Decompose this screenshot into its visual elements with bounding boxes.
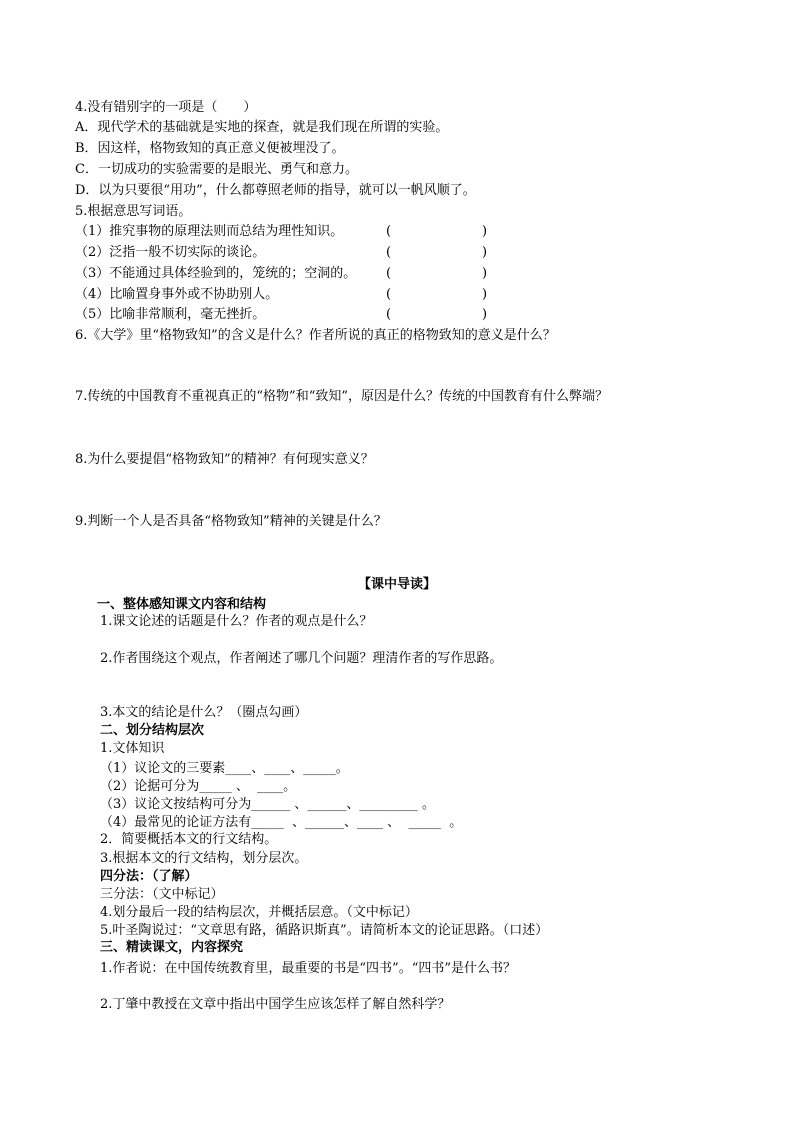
q8: 8.为什么要提倡“格物致知”的精神？有何现实意义？ — [75, 452, 374, 467]
answer-paren: ( ) — [386, 224, 488, 239]
answer-paren: ( ) — [386, 245, 488, 260]
knowledge-item: （3）议论文按结构可分为______ 、______、_________ 。 — [100, 797, 436, 812]
answer-paren: ( ) — [386, 266, 488, 281]
answer-paren: ( ) — [386, 307, 488, 322]
part3-heading: 三、精读课文，内容探究 — [100, 940, 244, 955]
part2-s2: 2．简要概括本文的行文结构。 — [100, 832, 278, 847]
part3-q1: 1.作者说：在中国传统教育里，最重要的书是“四书”。“四书”是什么书？ — [100, 961, 516, 976]
knowledge-title: 1.文体知识 — [100, 741, 165, 756]
q4-option-a: A．现代学术的基础就是实地的探查，就是我们现在所谓的实验。 — [75, 120, 449, 135]
q4-option-d: D．以为只要很“用功”，什么都尊照老师的指导，就可以一帆风顺了。 — [75, 183, 476, 198]
part2-s3: 3.根据本文的行文结构，划分层次。 — [100, 851, 308, 866]
part1-q3: 3.本文的结论是什么？（圈点勾画） — [100, 705, 308, 720]
section-title: 【课中导读】 — [357, 577, 436, 592]
q4-option-c: C．一切成功的实验需要的是眼光、勇气和意力。 — [75, 162, 358, 177]
knowledge-item: （4）最常见的论证方法有_____ 、______、____ 、 _____ 。 — [100, 815, 463, 830]
part3-q2: 2.丁肇中教授在文章中指出中国学生应该怎样了解自然科学？ — [100, 997, 451, 1012]
knowledge-item: （2）论据可分为_____ 、 ____。 — [100, 779, 297, 794]
q4-title: 4.没有错别字的一项是（ ） — [75, 100, 257, 115]
q5-title: 5.根据意思写词语。 — [75, 204, 192, 219]
q5-item: （5）比喻非常顺利，毫无挫折。 — [75, 307, 266, 322]
part1-q2: 2.作者围绕这个观点，作者阐述了哪几个问题？理清作者的写作思路。 — [100, 651, 503, 666]
part2-s5: 5.叶圣陶说过：“文章思有路，循路识斯真”。请简析本文的论证思路。（口述） — [100, 923, 549, 938]
q7: 7.传统的中国教育不重视真正的“格物”和“致知”，原因是什么？传统的中国教育有什么弊端？ — [75, 389, 608, 404]
part2-s4: 4.划分最后一段的结构层次，并概括层意。（文中标记） — [100, 905, 418, 920]
q5-item: （1）推究事物的原理法则而总结为理性知识。 — [75, 224, 344, 239]
part2-heading: 二、划分结构层次 — [100, 723, 205, 738]
q9: 9.判断一个人是否具备“格物致知”精神的关键是什么？ — [75, 514, 387, 529]
part1-heading: 一、整体感知课文内容和结构 — [97, 597, 267, 612]
answer-paren: ( ) — [386, 287, 488, 302]
knowledge-item: （1）议论文的三要素____、____、_____。 — [100, 761, 349, 776]
q5-item: （2）泛指一般不切实际的谈论。 — [75, 245, 266, 260]
three-part-label: 三分法：（文中标记） — [100, 887, 224, 902]
four-part-label: 四分法：（了解） — [100, 869, 198, 884]
q6: 6.《大学》里“格物致知”的含义是什么？作者所说的真正的格物致知的意义是什么？ — [75, 328, 556, 343]
q4-option-b: B．因这样，格物致知的真正意义便被埋没了。 — [75, 141, 345, 156]
part1-q1: 1.课文论述的话题是什么？作者的观点是什么？ — [100, 614, 373, 629]
q5-item: （4）比喻置身事外或不协助别人。 — [75, 287, 279, 302]
q5-item: （3）不能通过具体经验到的，笼统的；空洞的。 — [75, 266, 357, 281]
